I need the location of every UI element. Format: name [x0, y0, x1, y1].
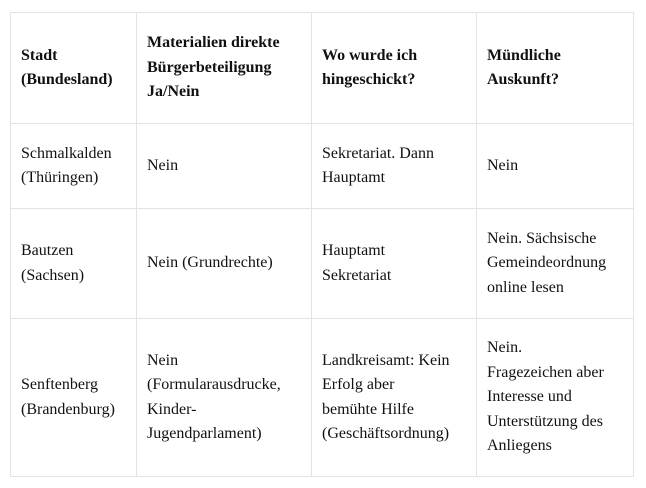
- table-cell: Nein: [137, 124, 312, 209]
- table-cell: Nein. Fragezeichen aber Interesse und Unterstützung des Anliegens: [477, 319, 634, 477]
- header-hingeschickt: Wo wurde ich hingeschickt?: [312, 13, 477, 124]
- table-cell: Bautzen (Sachsen): [11, 209, 137, 319]
- table-cell: Senftenberg (Brandenburg): [11, 319, 137, 477]
- header-materialien: Materialien direkte Bürgerbeteiligung Ja/Nein: [137, 13, 312, 124]
- table-cell: Nein: [477, 124, 634, 209]
- comparison-table: [10, 12, 634, 477]
- header-stadt: Stadt (Bundesland): [11, 13, 137, 124]
- table-row: [11, 209, 634, 319]
- table-cell: Nein (Grundrechte): [137, 209, 312, 319]
- table-cell: Schmalkalden (Thüringen): [11, 124, 137, 209]
- table-cell: Nein (Formularausdrucke, Kinder- Jugendparlament): [137, 319, 312, 477]
- table-row: [11, 319, 634, 477]
- header-auskunft: Mündliche Auskunft?: [477, 13, 634, 124]
- table-cell: Landkreisamt: Kein Erfolg aber bemühte Hilfe (Geschäftsordnung): [312, 319, 477, 477]
- table-header-row: [11, 13, 634, 124]
- table-cell: Nein. Sächsische Gemeindeordnung online lesen: [477, 209, 634, 319]
- table-cell: Hauptamt Sekretariat: [312, 209, 477, 319]
- table-row: [11, 124, 634, 209]
- table-cell: Sekretariat. Dann Hauptamt: [312, 124, 477, 209]
